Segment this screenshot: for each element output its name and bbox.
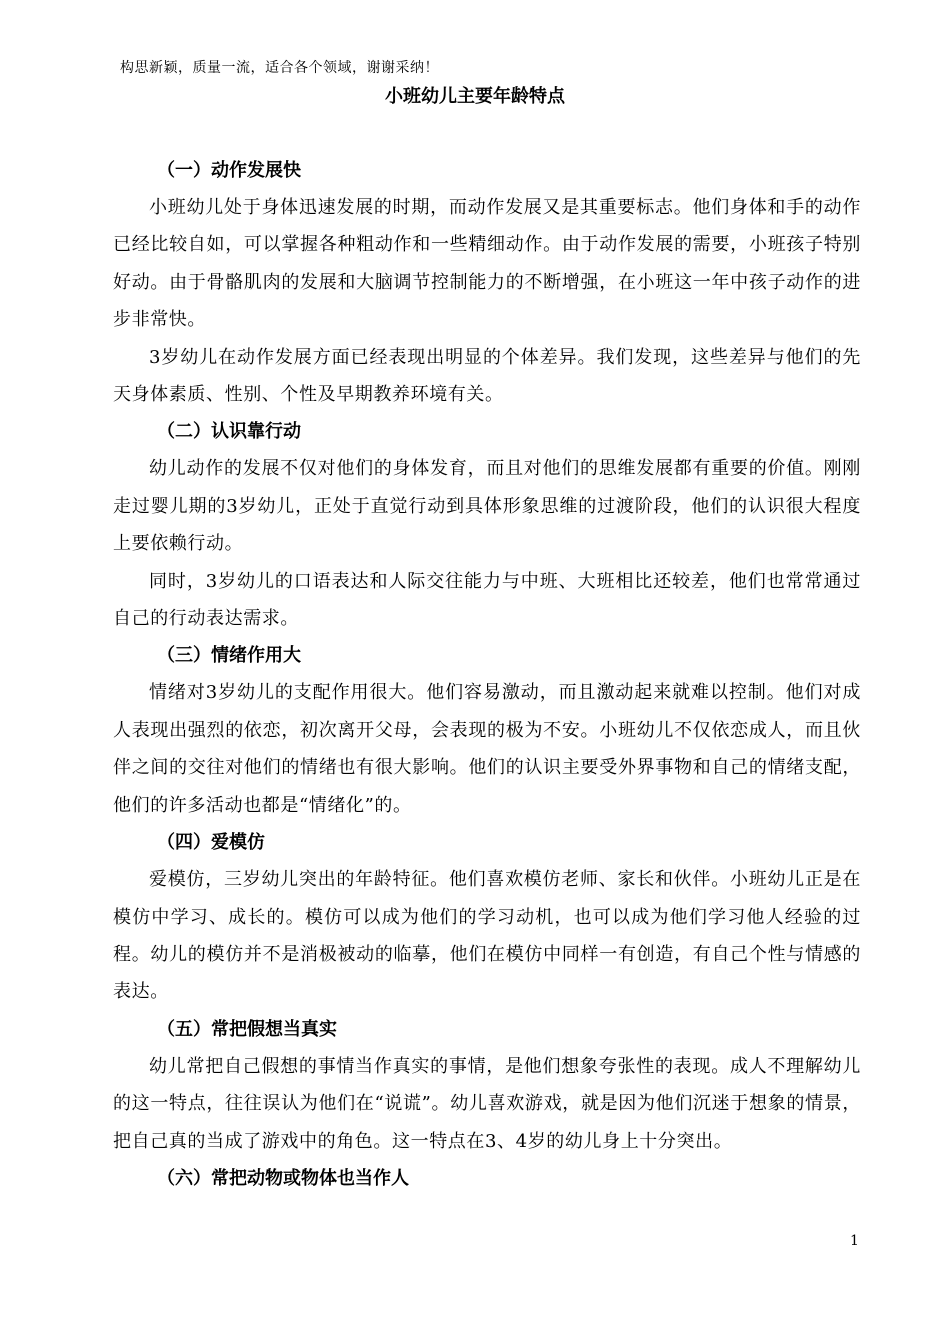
- header-note: 构思新颖，质量一流，适合各个领域，谢谢采纳！: [120, 60, 439, 76]
- section-5-paragraph-1: 幼儿常把自己假想的事情当作真实的事情，是他们想象夸张性的表现。成人不理解幼儿的这一特点，往往误认为他们在“说谎”。幼儿喜欢游戏，就是因为他们沉迷于想象的情景，把自己真的当成了游戏中的角色。这一特点在3、4岁的幼儿身上十分突出。: [113, 1055, 861, 1152]
- section-1-paragraph-1: 小班幼儿处于身体迅速发展的时期，而动作发展又是其重要标志。他们身体和手的动作已经比较自如，可以掌握各种粗动作和一些精细动作。由于动作发展的需要，小班孩子特别好动。由于骨骼肌肉的发展和大脑调节控制能力的不断增强，在小班这一年中孩子动作的进步非常快。: [113, 197, 861, 331]
- document-body: [113, 152, 861, 1197]
- page-number: 1: [850, 1233, 859, 1249]
- section-1-paragraph-2: 3岁幼儿在动作发展方面已经表现出明显的个体差异。我们发现，这些差异与他们的先天身体素质、性别、个性及早期教养环境有关。: [113, 346, 861, 406]
- section-heading-3: （三）情绪作用大: [157, 645, 301, 667]
- section-3-paragraph-1: 情绪对3岁幼儿的支配作用很大。他们容易激动，而且激动起来就难以控制。他们对成人表现出强烈的依恋，初次离开父母，会表现的极为不安。小班幼儿不仅依恋成人，而且伙伴之间的交往对他们的情绪也有很大影响。他们的认识主要受外界事物和自己的情绪支配，他们的许多活动也都是“情绪化”的。: [113, 682, 861, 816]
- section-heading-2: （二）认识靠行动: [157, 421, 301, 443]
- section-2-paragraph-1: 幼儿动作的发展不仅对他们的身体发育，而且对他们的思维发展都有重要的价值。刚刚走过婴儿期的3岁幼儿，正处于直觉行动到具体形象思维的过渡阶段，他们的认识很大程度上要依赖行动。: [113, 458, 861, 555]
- section-heading-1: （一）动作发展快: [157, 160, 301, 181]
- section-heading-4: （四）爱模仿: [157, 832, 265, 854]
- document-title: 小班幼儿主要年龄特点: [385, 86, 565, 107]
- section-2-paragraph-2: 同时，3岁幼儿的口语表达和人际交往能力与中班、大班相比还较差，他们也常常通过自己的行动表达需求。: [113, 570, 861, 630]
- section-heading-6: （六）常把动物或物体也当作人: [157, 1167, 409, 1189]
- section-4-paragraph-1: 爱模仿，三岁幼儿突出的年龄特征。他们喜欢模仿老师、家长和伙伴。小班幼儿正是在模仿中学习、成长的。模仿可以成为他们的学习动机，也可以成为他们学习他人经验的过程。幼儿的模仿并不是消极被动的临摹，他们在模仿中同样一有创造，有自己个性与情感的表达。: [113, 869, 861, 1003]
- section-heading-5: （五）常把假想当真实: [157, 1018, 337, 1040]
